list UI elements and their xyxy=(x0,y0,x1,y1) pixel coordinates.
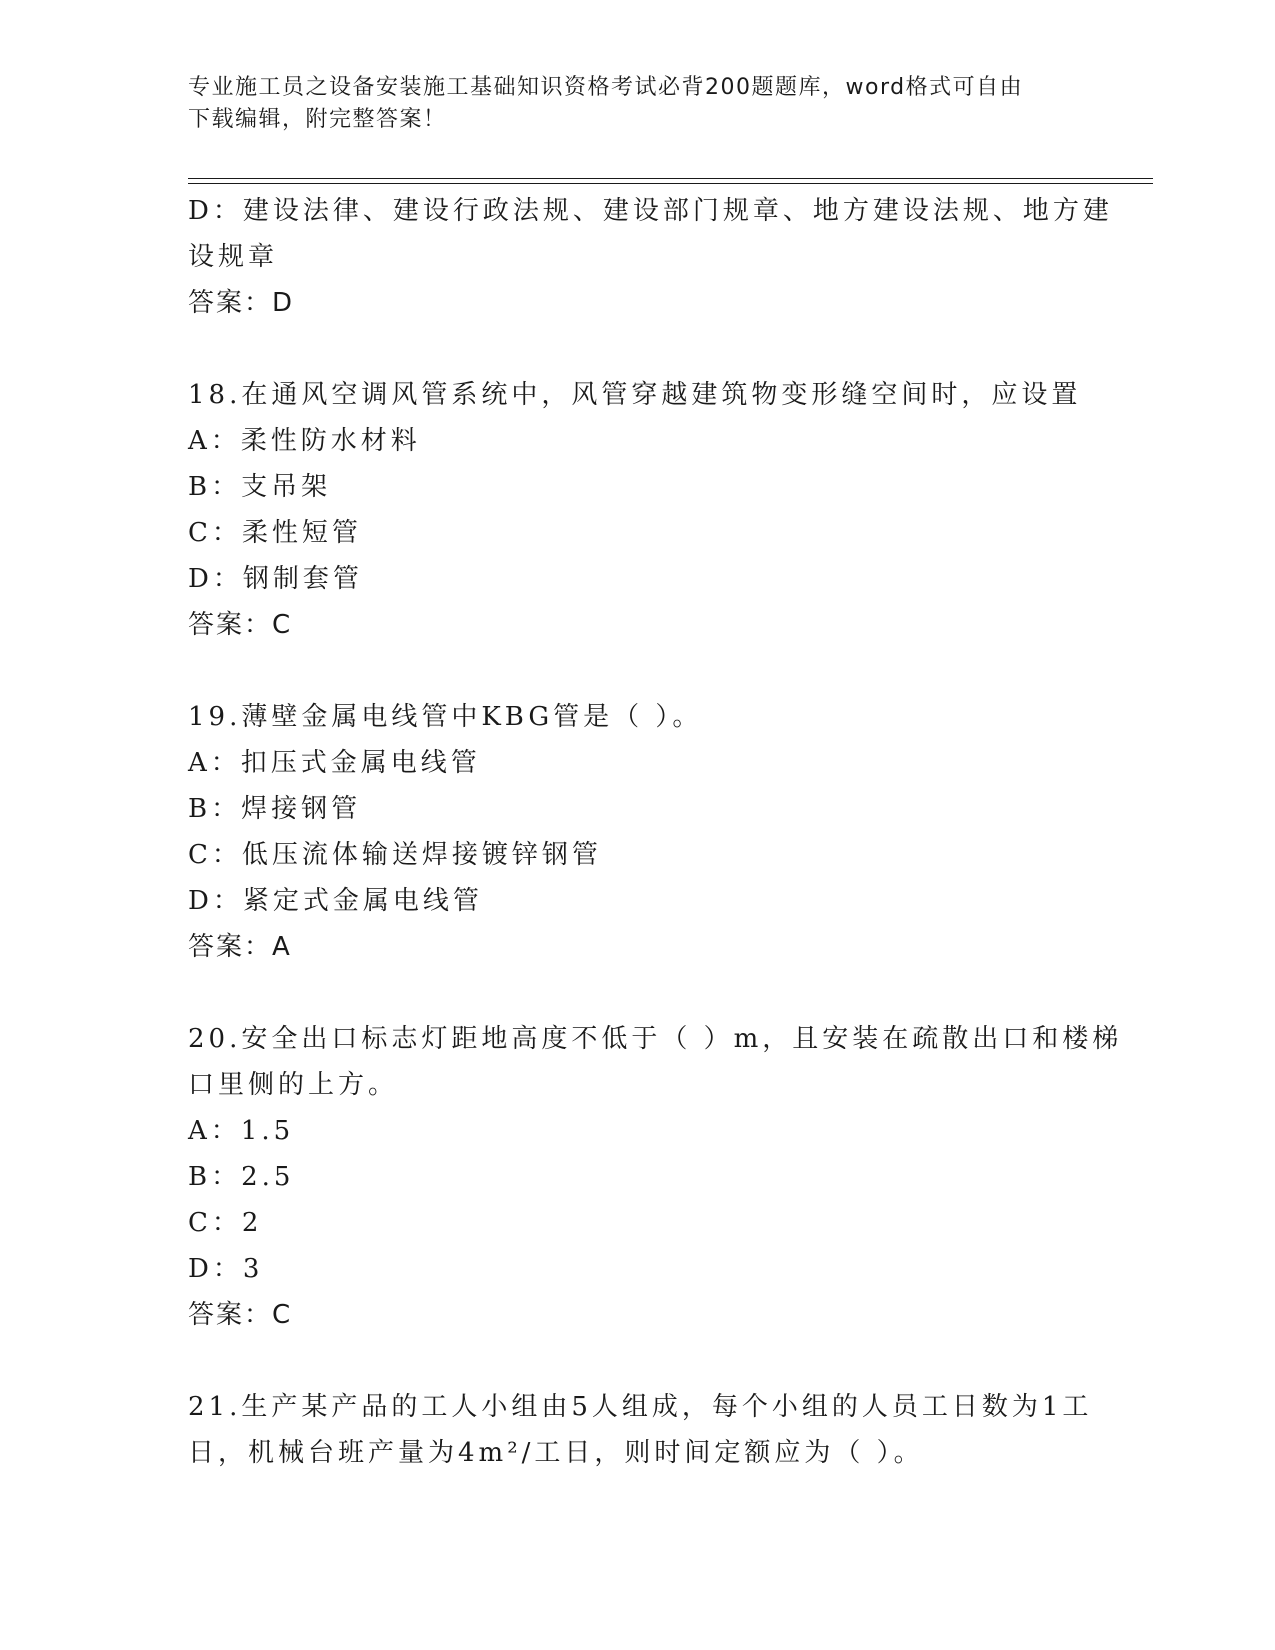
option-a: A：扣压式金属电线管 xyxy=(188,748,481,778)
answer-line: 答案：D xyxy=(188,288,295,318)
question-20 xyxy=(188,1016,1123,1338)
question-gap xyxy=(188,1338,1088,1384)
option-a: A：1.5 xyxy=(188,1116,295,1146)
option-d: D：3 xyxy=(188,1254,264,1284)
question-stem-line-1: 20.安全出口标志灯距地高度不低于（ ）m，且安装在疏散出口和楼梯 xyxy=(188,1024,1123,1054)
question-19 xyxy=(188,694,1088,970)
option-d: D：紧定式金属电线管 xyxy=(188,886,483,916)
question-gap xyxy=(188,326,1088,372)
option-b: B：焊接钢管 xyxy=(188,794,362,824)
answer-line: 答案：A xyxy=(188,932,292,962)
question-gap xyxy=(188,970,1088,1016)
option-a: A：柔性防水材料 xyxy=(188,426,421,456)
option-d: D：钢制套管 xyxy=(188,564,363,594)
option-b: B：2.5 xyxy=(188,1162,295,1192)
question-stem: 19.薄壁金属电线管中KBG管是（ ）。 xyxy=(188,702,703,732)
document-header xyxy=(188,72,1068,136)
option-c: C：2 xyxy=(188,1208,263,1238)
option-b: B：支吊架 xyxy=(188,472,332,502)
question-17-tail xyxy=(188,188,1113,326)
question-21 xyxy=(188,1384,1093,1476)
option-c: C：柔性短管 xyxy=(188,518,362,548)
header-divider-bottom xyxy=(188,183,1153,184)
question-stem-line-2: 日，机械台班产量为4m²/工日，则时间定额应为（ ）。 xyxy=(188,1438,924,1468)
answer-line: 答案：C xyxy=(188,610,293,640)
question-gap xyxy=(188,648,1088,694)
question-stem-line-2: 口里侧的上方。 xyxy=(188,1070,399,1100)
question-stem-line-1: 21.生产某产品的工人小组由5人组成，每个小组的人员工日数为1工 xyxy=(188,1392,1093,1422)
option-d-line-2: 设规章 xyxy=(188,242,279,272)
question-stem: 18.在通风空调风管系统中，风管穿越建筑物变形缝空间时，应设置 xyxy=(188,380,1082,410)
header-divider-top xyxy=(188,178,1153,179)
option-c: C：低压流体输送焊接镀锌钢管 xyxy=(188,840,602,870)
question-content xyxy=(188,188,1123,1476)
header-line-1: 专业施工员之设备安装施工基础知识资格考试必背200题题库，word格式可自由 xyxy=(188,75,1024,100)
option-d-line-1: D：建设法律、建设行政法规、建设部门规章、地方建设法规、地方建 xyxy=(188,196,1113,226)
question-18 xyxy=(188,372,1088,648)
header-line-2: 下载编辑，附完整答案！ xyxy=(188,107,447,132)
answer-line: 答案：C xyxy=(188,1300,293,1330)
